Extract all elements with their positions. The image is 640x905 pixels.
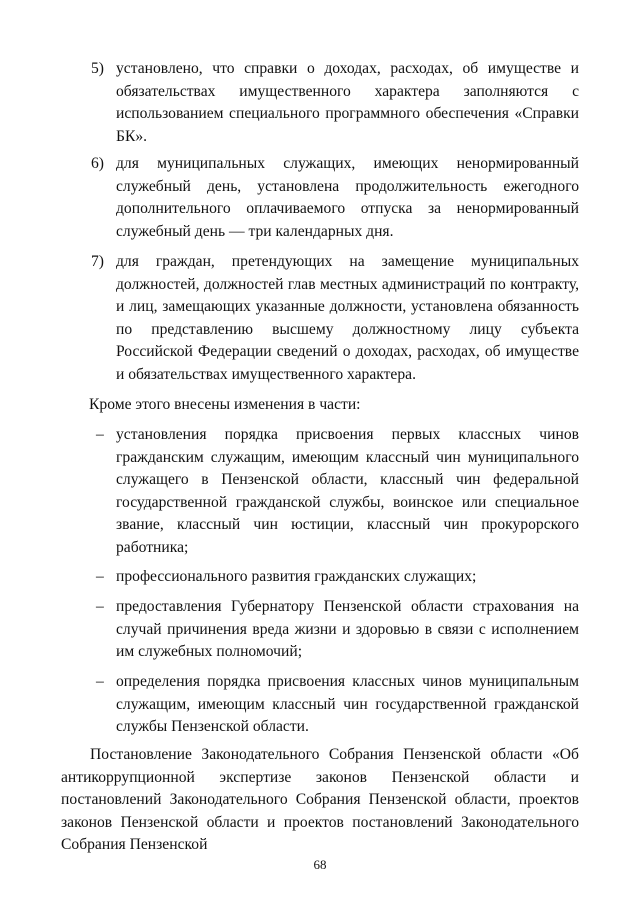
dash-marker: – (96, 673, 104, 690)
numbered-item-6 (91, 153, 579, 243)
item-text: определения порядка присвоения классных чинов муниципальным служащим, имеющим классный чин государственной гражданской службы Пензенской области. (116, 673, 579, 735)
item-text: установлено, что справки о доходах, расходах, об имуществе и обязательствах имущественного характера заполняются с использованием специального программного обеспечения «Справки БК». (116, 60, 579, 145)
item-text: предоставления Губернатору Пензенской области страхования на случай причинения вреда жизни и здоровью в связи с исполнением им служебных полномочий; (116, 598, 579, 660)
item-number: 6) (91, 155, 104, 172)
dash-marker: – (96, 598, 104, 615)
page-number: 68 (313, 857, 327, 872)
dash-item-2 (91, 566, 579, 589)
numbered-item-5 (91, 58, 579, 148)
dash-marker: – (96, 568, 104, 585)
item-text: установления порядка присвоения первых классных чинов гражданским служащим, имеющим классный чин муниципального служащего в Пензенской области, классный чин федеральной государственной гражданской службы, воинское или специальное звание, классный чин юстиции, классный чин прокурорского работника; (116, 426, 579, 556)
item-text: профессионального развития гражданских служащих; (116, 568, 477, 585)
dash-item-3 (91, 596, 579, 664)
item-number: 5) (91, 60, 104, 77)
item-text: для муниципальных служащих, имеющих ненормированный служебный день, установлена продолжительность ежегодного дополнительного оплачиваемого отпуска за ненормированный служебный день — три календарных дня. (116, 155, 579, 240)
item-number: 7) (91, 253, 104, 270)
intro-line: Кроме этого внесены изменения в части: (89, 396, 361, 413)
closing-paragraph: Постановление Законодательного Собрания Пензенской области «Об антикоррупционной экспертизе законов Пензенской области и постановлений Законодательного Собрания Пензенской области, проектов законов Пензенской области и проектов постановлений Законодательного Собрания Пензенской (61, 746, 579, 853)
dash-marker: – (96, 426, 104, 443)
dash-item-4 (91, 671, 579, 739)
dash-item-1 (91, 424, 579, 559)
numbered-item-7 (91, 251, 579, 386)
item-text: для граждан, претендующих на замещение муниципальных должностей, должностей глав местных администраций по контракту, и лиц, замещающих указанные должности, установлена обязанность по представлению высшему должностному лицу субъекта Российской Федерации сведений о доходах, расходах, об имуществе и обязательствах имущественного характера. (116, 253, 579, 383)
